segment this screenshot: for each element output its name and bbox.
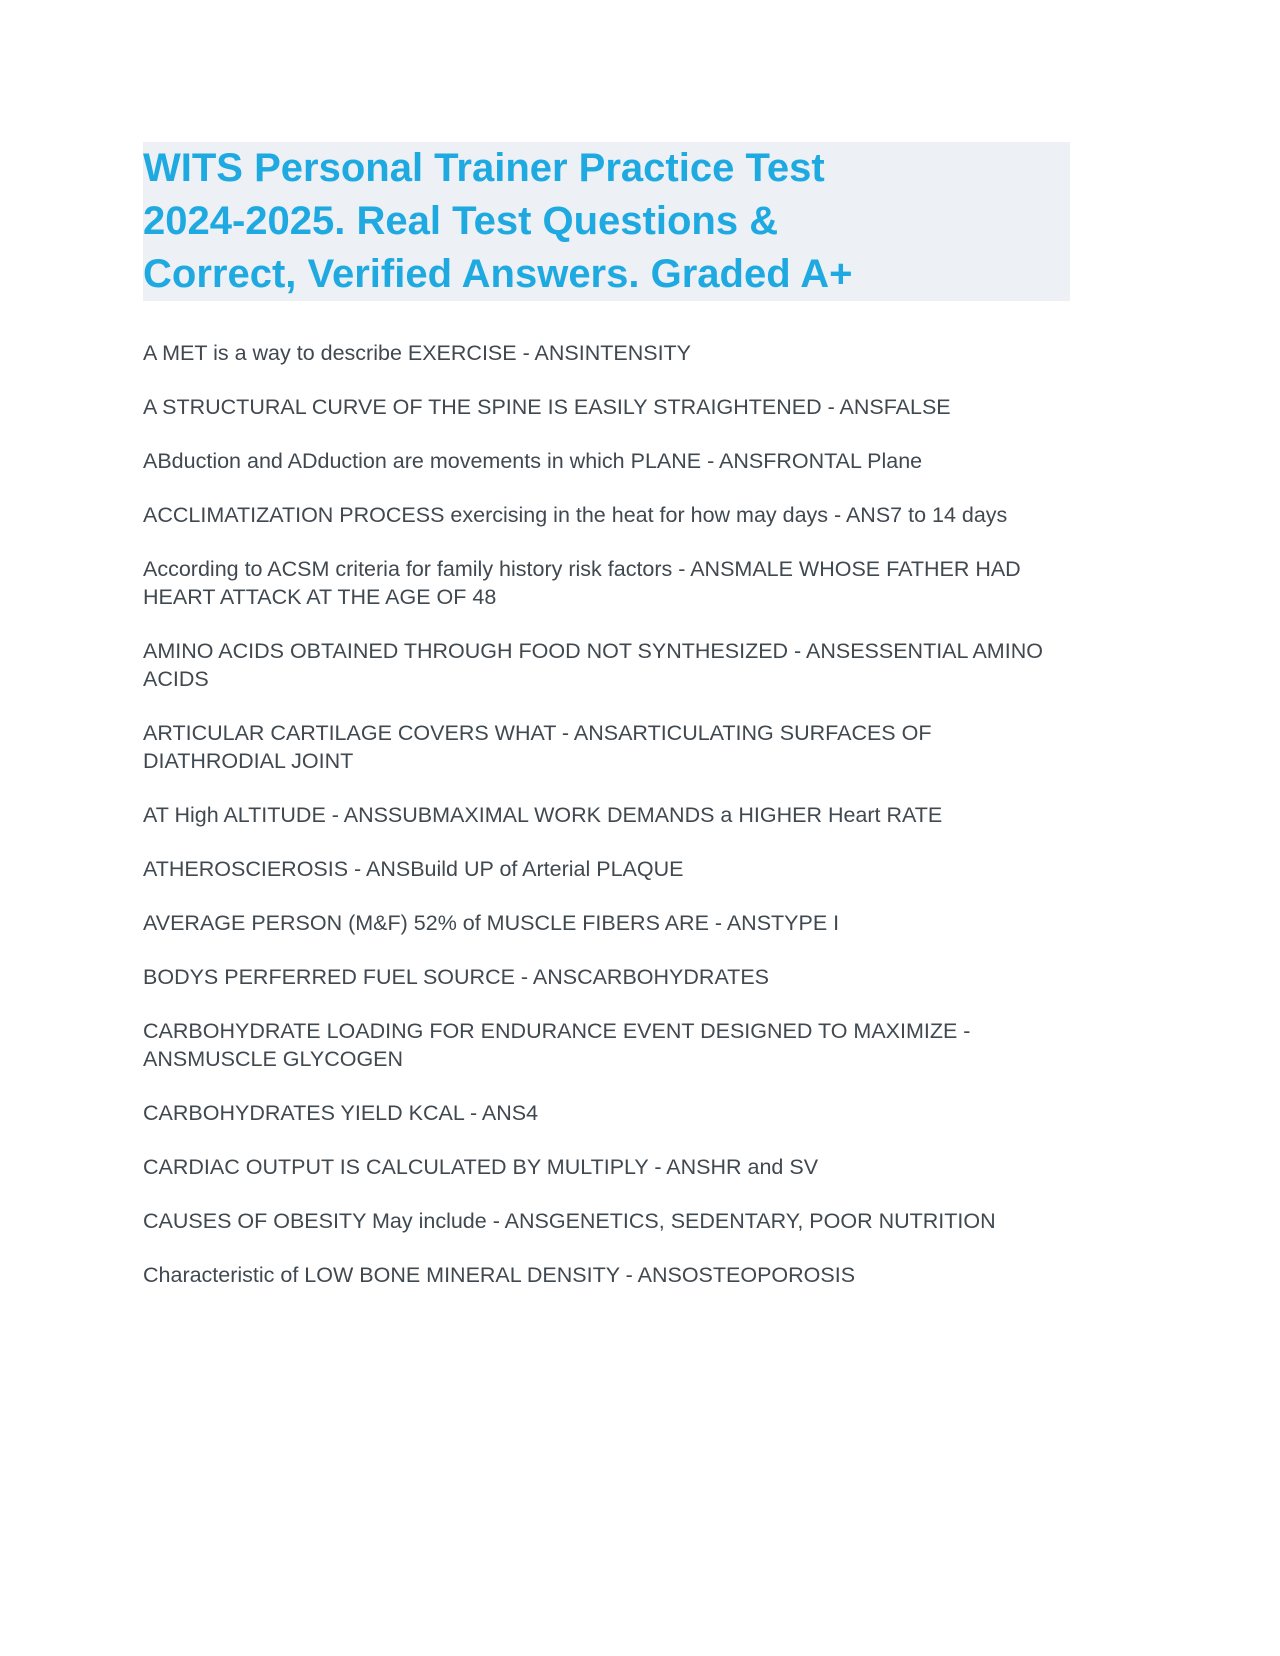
qa-item: Characteristic of LOW BONE MINERAL DENSITY - ANSOSTEOPOROSIS bbox=[143, 1263, 856, 1287]
title-line-3: Correct, Verified Answers. Graded A+ bbox=[143, 252, 853, 296]
qa-item: A STRUCTURAL CURVE OF THE SPINE IS EASILY STRAIGHTENED - ANSFALSE bbox=[143, 395, 951, 419]
title-line-1: WITS Personal Trainer Practice Test bbox=[143, 146, 825, 190]
qa-item: ARTICULAR CARTILAGE COVERS WHAT - ANSARTICULATING SURFACES OF DIATHRODIAL JOINT bbox=[143, 721, 932, 773]
qa-list bbox=[143, 339, 1070, 1289]
qa-item: BODYS PERFERRED FUEL SOURCE - ANSCARBOHYDRATES bbox=[143, 965, 769, 989]
qa-item: ABduction and ADduction are movements in which PLANE - ANSFRONTAL Plane bbox=[143, 449, 923, 473]
qa-item: CAUSES OF OBESITY May include - ANSGENETICS, SEDENTARY, POOR NUTRITION bbox=[143, 1209, 996, 1233]
qa-item: CARDIAC OUTPUT IS CALCULATED BY MULTIPLY - ANSHR and SV bbox=[143, 1155, 819, 1179]
qa-item: AT High ALTITUDE - ANSSUBMAXIMAL WORK DEMANDS a HIGHER Heart RATE bbox=[143, 803, 943, 827]
qa-item: AMINO ACIDS OBTAINED THROUGH FOOD NOT SYNTHESIZED - ANSESSENTIAL AMINO ACIDS bbox=[143, 639, 1043, 691]
page-title bbox=[143, 142, 1070, 301]
qa-item: ATHEROSCIEROSIS - ANSBuild UP of Arterial PLAQUE bbox=[143, 857, 684, 881]
title-line-2: 2024-2025. Real Test Questions & bbox=[143, 199, 779, 243]
qa-item: CARBOHYDRATE LOADING FOR ENDURANCE EVENT DESIGNED TO MAXIMIZE - ANSMUSCLE GLYCOGEN bbox=[143, 1019, 971, 1071]
qa-item: CARBOHYDRATES YIELD KCAL - ANS4 bbox=[143, 1101, 539, 1125]
qa-item: A MET is a way to describe EXERCISE - ANSINTENSITY bbox=[143, 341, 692, 365]
qa-item: According to ACSM criteria for family history risk factors - ANSMALE WHOSE FATHER HAD HEART ATTACK AT THE AGE OF 48 bbox=[143, 557, 1021, 609]
qa-item: AVERAGE PERSON (M&F) 52% of MUSCLE FIBERS ARE - ANSTYPE I bbox=[143, 911, 840, 935]
qa-item: ACCLIMATIZATION PROCESS exercising in the heat for how may days - ANS7 to 14 days bbox=[143, 503, 1008, 527]
